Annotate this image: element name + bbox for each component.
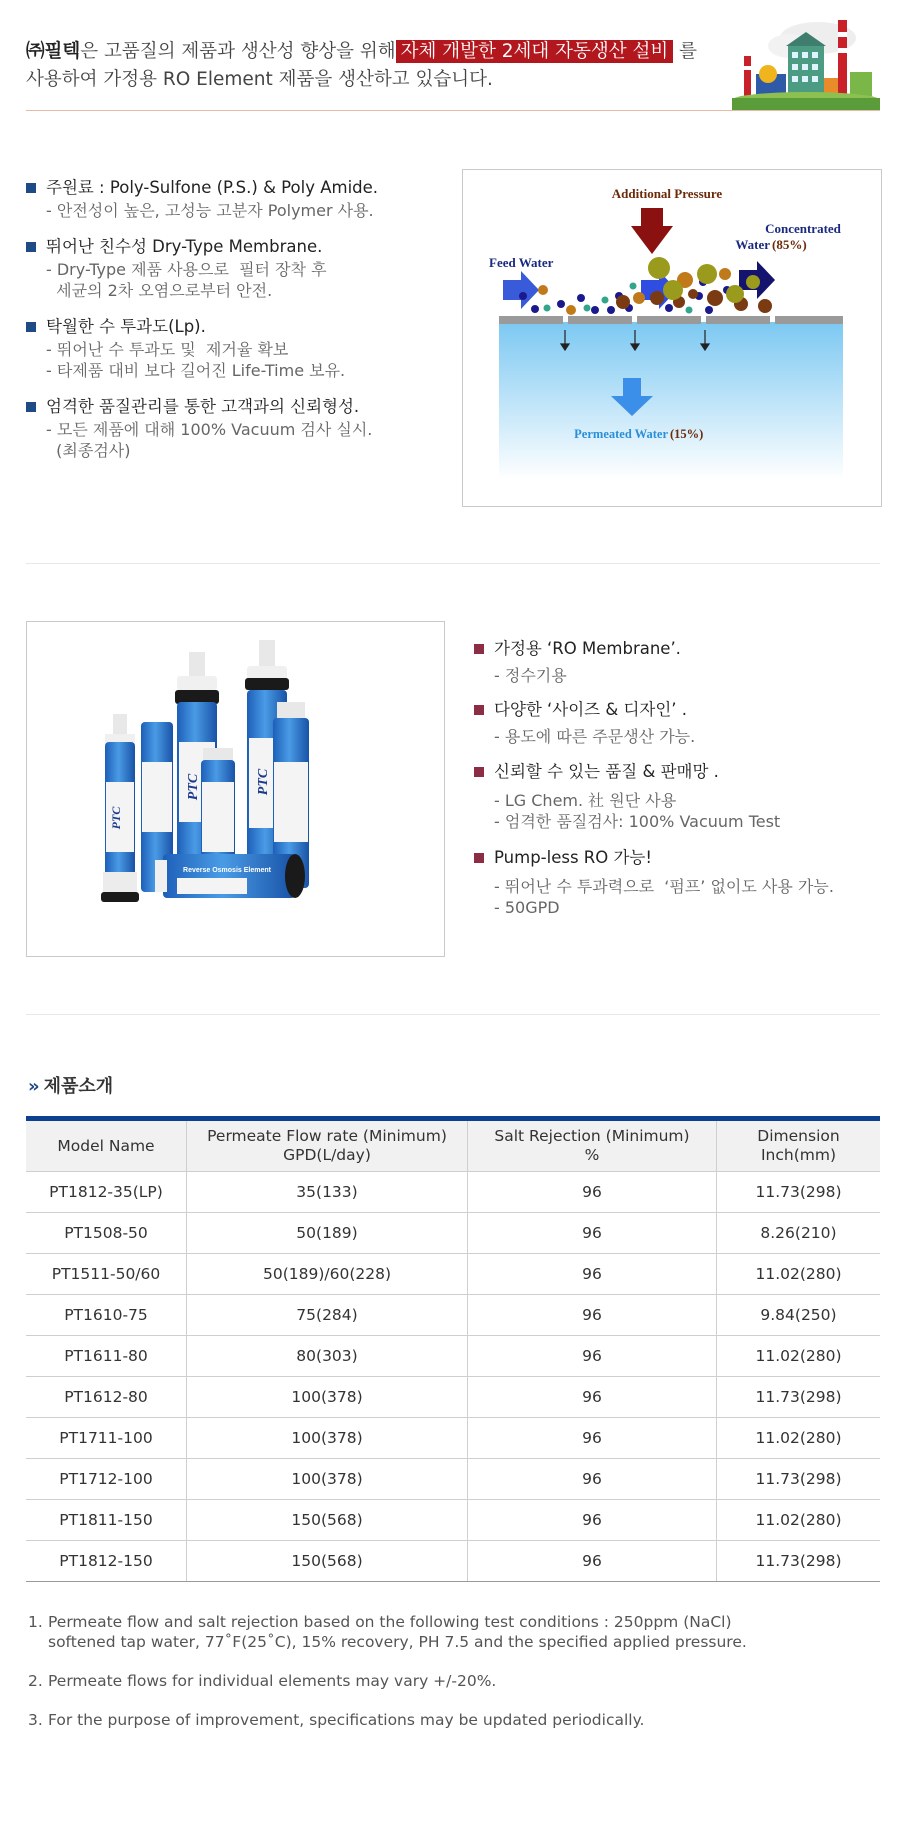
flow-rate-cell: 75(284) xyxy=(187,1295,468,1336)
dimension-cell: 11.73(298) xyxy=(717,1459,881,1500)
feature-item xyxy=(26,315,446,381)
ro-process-diagram xyxy=(462,169,882,507)
note-item: 1. Permeate flow and salt rejection based on the following test conditions : 250ppm (NaCl) softened tap water, 77˚F(25˚C), 15% recovery, PH 7.5 and the specified applied pressure. xyxy=(28,1613,747,1651)
feature-title: 탁월한 수 투과도(Lp). xyxy=(26,315,446,339)
table-row xyxy=(26,1418,880,1459)
feature-item xyxy=(26,176,446,221)
salt-rejection-cell: 96 xyxy=(468,1295,717,1336)
model-name-cell: PT1508-50 xyxy=(26,1213,187,1254)
table-row xyxy=(26,1500,880,1541)
flow-rate-cell: 100(378) xyxy=(187,1377,468,1418)
notes xyxy=(28,1612,880,1749)
ptc-logo: PTC xyxy=(186,773,201,801)
dimension-cell: 9.84(250) xyxy=(717,1295,881,1336)
product-label: Reverse Osmosis Element xyxy=(183,867,271,874)
model-name-cell: PT1812-35(LP) xyxy=(26,1172,187,1213)
table-header-row xyxy=(26,1119,880,1172)
table-row xyxy=(26,1459,880,1500)
table-row xyxy=(26,1254,880,1295)
column-header: Salt Rejection (Minimum) % xyxy=(468,1119,717,1172)
intro-text: ㈜필텍은 고품질의 제품과 생산성 향상을 위해 자체 개발한 2세대 자동생산 설비 를 사용하여 가정용 RO Element 제품을 생산하고 있습니다. xyxy=(26,41,697,90)
dimension-cell: 11.73(298) xyxy=(717,1541,881,1582)
note-item: 2. Permeate flows for individual elements may vary +/-20%. xyxy=(28,1672,497,1690)
feature-detail: (최종검사) xyxy=(46,441,131,460)
feature-list xyxy=(26,176,446,475)
model-name-cell: PT1711-100 xyxy=(26,1418,187,1459)
flow-rate-cell: 50(189)/60(228) xyxy=(187,1254,468,1295)
feature-detail: - 타제품 대비 보다 길어진 Life-Time 보유. xyxy=(46,361,346,380)
dimension-cell: 11.73(298) xyxy=(717,1172,881,1213)
table-row xyxy=(26,1336,880,1377)
product-feature-title: Pump-less RO 가능! xyxy=(474,846,880,870)
salt-rejection-cell: 96 xyxy=(468,1500,717,1541)
salt-rejection-cell: 96 xyxy=(468,1377,717,1418)
table-row xyxy=(26,1172,880,1213)
table-row xyxy=(26,1541,880,1582)
flow-rate-cell: 100(378) xyxy=(187,1459,468,1500)
spec-table xyxy=(26,1116,880,1582)
svg-text:PTC: PTC xyxy=(256,768,271,796)
flow-rate-cell: 150(568) xyxy=(187,1541,468,1582)
section-title: » 제품소개 xyxy=(28,1076,114,1097)
product-feature-detail: - 용도에 따른 주문생산 가능. xyxy=(494,727,696,746)
feature-item xyxy=(26,235,446,301)
flow-rate-cell: 100(378) xyxy=(187,1418,468,1459)
flow-rate-cell: 80(303) xyxy=(187,1336,468,1377)
permeated-label: Permeated Water xyxy=(574,427,668,441)
table-row xyxy=(26,1295,880,1336)
product-photo xyxy=(26,621,445,957)
dimension-cell: 11.02(280) xyxy=(717,1336,881,1377)
double-chevron-icon: » xyxy=(28,1076,40,1097)
product-feature-title: 신뢰할 수 있는 품질 & 판매망 . xyxy=(474,760,880,784)
salt-rejection-cell: 96 xyxy=(468,1213,717,1254)
feature-detail: 세균의 2차 오염으로부터 안전. xyxy=(46,281,273,300)
product-feature-list xyxy=(474,637,880,932)
factory-illustration xyxy=(732,16,880,110)
dimension-cell: 8.26(210) xyxy=(717,1213,881,1254)
pressure-label: Additional Pressure xyxy=(611,186,723,201)
concentrated-label: Concentrated xyxy=(765,221,841,236)
feature-title: 엄격한 품질관리를 통한 고객과의 신뢰형성. xyxy=(26,395,446,419)
dimension-cell: 11.02(280) xyxy=(717,1254,881,1295)
feature-detail: - 뛰어난 수 투과도 및 제거율 확보 xyxy=(46,340,289,359)
product-feature-title: 다양한 ‘사이즈 & 디자인’ . xyxy=(474,698,880,722)
model-name-cell: PT1511-50/60 xyxy=(26,1254,187,1295)
permeate-water xyxy=(499,322,843,480)
model-name-cell: PT1612-80 xyxy=(26,1377,187,1418)
product-feature-item xyxy=(474,760,880,832)
intro-section xyxy=(26,38,880,110)
svg-text:PTC: PTC xyxy=(109,806,123,830)
model-name-cell: PT1812-150 xyxy=(26,1541,187,1582)
column-header: Model Name xyxy=(26,1119,187,1172)
product-feature-detail: - 50GPD xyxy=(494,898,560,917)
product-feature-item xyxy=(474,846,880,918)
intro-highlight: 자체 개발한 2세대 자동생산 설비 xyxy=(396,40,674,63)
product-feature-item xyxy=(474,698,880,747)
salt-rejection-cell: 96 xyxy=(468,1254,717,1295)
model-name-cell: PT1712-100 xyxy=(26,1459,187,1500)
permeated-percent: (15%) xyxy=(670,427,704,441)
feature-detail: - 모든 제품에 대해 100% Vacuum 검사 실시. xyxy=(46,420,373,439)
salt-rejection-cell: 96 xyxy=(468,1459,717,1500)
dimension-cell: 11.73(298) xyxy=(717,1377,881,1418)
flow-rate-cell: 50(189) xyxy=(187,1213,468,1254)
membrane-element xyxy=(155,854,305,898)
section-divider xyxy=(26,563,880,564)
feature-title: 뛰어난 친수성 Dry-Type Membrane. xyxy=(26,235,446,259)
model-name-cell: PT1611-80 xyxy=(26,1336,187,1377)
note-item: 3. For the purpose of improvement, specifications may be updated periodically. xyxy=(28,1711,645,1729)
dimension-cell: 11.02(280) xyxy=(717,1418,881,1459)
dimension-cell: 11.02(280) xyxy=(717,1500,881,1541)
column-header: Permeate Flow rate (Minimum) GPD(L/day) xyxy=(187,1119,468,1172)
pressure-arrow-icon xyxy=(631,208,673,254)
feature-detail: - 안전성이 높은, 고성능 고분자 Polymer 사용. xyxy=(46,201,374,220)
model-name-cell: PT1610-75 xyxy=(26,1295,187,1336)
product-feature-title: 가정용 ‘RO Membrane’. xyxy=(474,637,880,661)
product-feature-detail: - 정수기용 xyxy=(494,666,567,685)
column-header: Dimension Inch(mm) xyxy=(717,1119,881,1172)
flow-rate-cell: 150(568) xyxy=(187,1500,468,1541)
feed-arrow-icon xyxy=(503,271,539,309)
table-body xyxy=(26,1172,880,1582)
product-feature-detail: - 뛰어난 수 투과력으로 ‘펌프’ 없이도 사용 가능. xyxy=(494,877,834,896)
table-row xyxy=(26,1377,880,1418)
concentrated-percent: (85%) xyxy=(772,237,807,252)
salt-rejection-cell: 96 xyxy=(468,1541,717,1582)
flow-rate-cell: 35(133) xyxy=(187,1172,468,1213)
product-feature-detail: - LG Chem. 社 원단 사용 xyxy=(494,791,677,810)
feature-detail: - Dry-Type 제품 사용으로 필터 장착 후 xyxy=(46,260,327,279)
company-name: ㈜필텍 xyxy=(26,41,81,62)
product-feature-detail: - 엄격한 품질검사: 100% Vacuum Test xyxy=(494,812,781,831)
model-name-cell: PT1811-150 xyxy=(26,1500,187,1541)
table-row xyxy=(26,1213,880,1254)
product-feature-item xyxy=(474,637,880,686)
salt-rejection-cell: 96 xyxy=(468,1336,717,1377)
membrane xyxy=(499,316,843,324)
svg-text:Water: Water xyxy=(735,237,770,252)
salt-rejection-cell: 96 xyxy=(468,1418,717,1459)
section-divider xyxy=(26,1014,880,1015)
feed-water-label: Feed Water xyxy=(489,255,554,270)
intro-divider xyxy=(26,110,880,111)
salt-rejection-cell: 96 xyxy=(468,1172,717,1213)
feature-title: 주원료 : Poly-Sulfone (P.S.) & Poly Amide. xyxy=(26,176,446,200)
feature-item xyxy=(26,395,446,461)
